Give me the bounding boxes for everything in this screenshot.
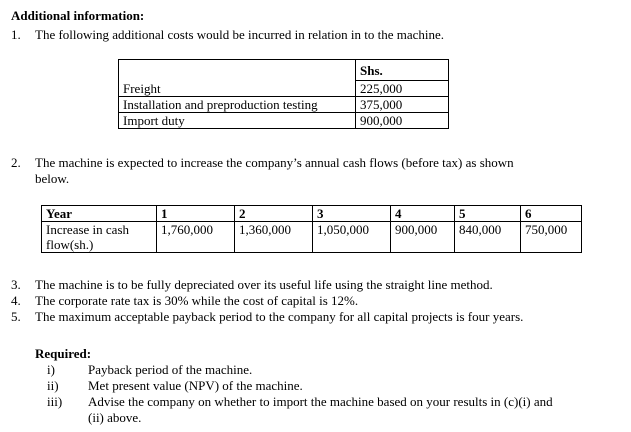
cash-value-cell: 900,000	[391, 222, 455, 253]
required-ii-text: Met present value (NPV) of the machine.	[88, 378, 303, 393]
cash-header-row	[42, 206, 582, 222]
year-cell: 4	[391, 206, 455, 222]
cash-row-label-line1: Increase in cash	[46, 222, 130, 237]
year-label: Year	[42, 206, 157, 222]
costs-row-value: 225,000	[356, 81, 449, 97]
cash-value-cell: 840,000	[455, 222, 521, 253]
item-1-number: 1.	[11, 27, 21, 42]
item-2-number: 2.	[11, 155, 21, 170]
cash-value-row	[42, 222, 582, 253]
cash-value-cell: 1,360,000	[235, 222, 313, 253]
year-cell: 6	[521, 206, 582, 222]
year-cell: 3	[313, 206, 391, 222]
cash-flow-table	[41, 205, 582, 253]
costs-row	[119, 113, 449, 129]
required-iii-text-line2: (ii) above.	[88, 410, 142, 425]
cash-value-cell: 1,050,000	[313, 222, 391, 253]
required-i-number: i)	[47, 362, 55, 377]
required-title: Required:	[35, 346, 92, 361]
item-4-number: 4.	[11, 293, 21, 308]
costs-row-label: Freight	[119, 81, 356, 97]
item-1-text: The following additional costs would be incurred in relation in to the machine.	[35, 27, 445, 42]
costs-row	[119, 81, 449, 97]
item-5-number: 5.	[11, 309, 21, 324]
cash-row-label-line2: flow(sh.)	[46, 237, 94, 252]
year-cell: 2	[235, 206, 313, 222]
costs-row-label: Import duty	[119, 113, 356, 129]
cash-value-cell: 1,760,000	[157, 222, 235, 253]
required-iii-number: iii)	[47, 394, 63, 409]
year-cell: 5	[455, 206, 521, 222]
costs-header-currency: Shs.	[356, 60, 449, 81]
costs-header-row	[119, 60, 449, 81]
costs-row-value: 375,000	[356, 97, 449, 113]
item-2-text-line2: below.	[35, 171, 70, 186]
item-3-text: The machine is to be fully depreciated over its useful life using the straight line method.	[35, 277, 493, 292]
year-cell: 1	[157, 206, 235, 222]
item-3-number: 3.	[11, 277, 21, 292]
costs-row-label: Installation and preproduction testing	[119, 97, 356, 113]
cash-value-cell: 750,000	[521, 222, 582, 253]
additional-costs-table	[118, 59, 449, 129]
item-4-text: The corporate rate tax is 30% while the cost of capital is 12%.	[35, 293, 359, 308]
section-title: Additional information:	[11, 8, 145, 23]
costs-header-empty	[119, 60, 356, 81]
item-5-text: The maximum acceptable payback period to the company for all capital projects is four years.	[35, 309, 524, 324]
cash-row-label	[42, 222, 157, 253]
required-ii-number: ii)	[47, 378, 59, 393]
required-i-text: Payback period of the machine.	[88, 362, 253, 377]
required-iii-text-line1: Advise the company on whether to import the machine based on your results in (c)(i) and	[88, 394, 553, 409]
item-2-text-line1: The machine is expected to increase the company’s annual cash flows (before tax) as shown	[35, 155, 514, 170]
costs-row-value: 900,000	[356, 113, 449, 129]
costs-row	[119, 97, 449, 113]
